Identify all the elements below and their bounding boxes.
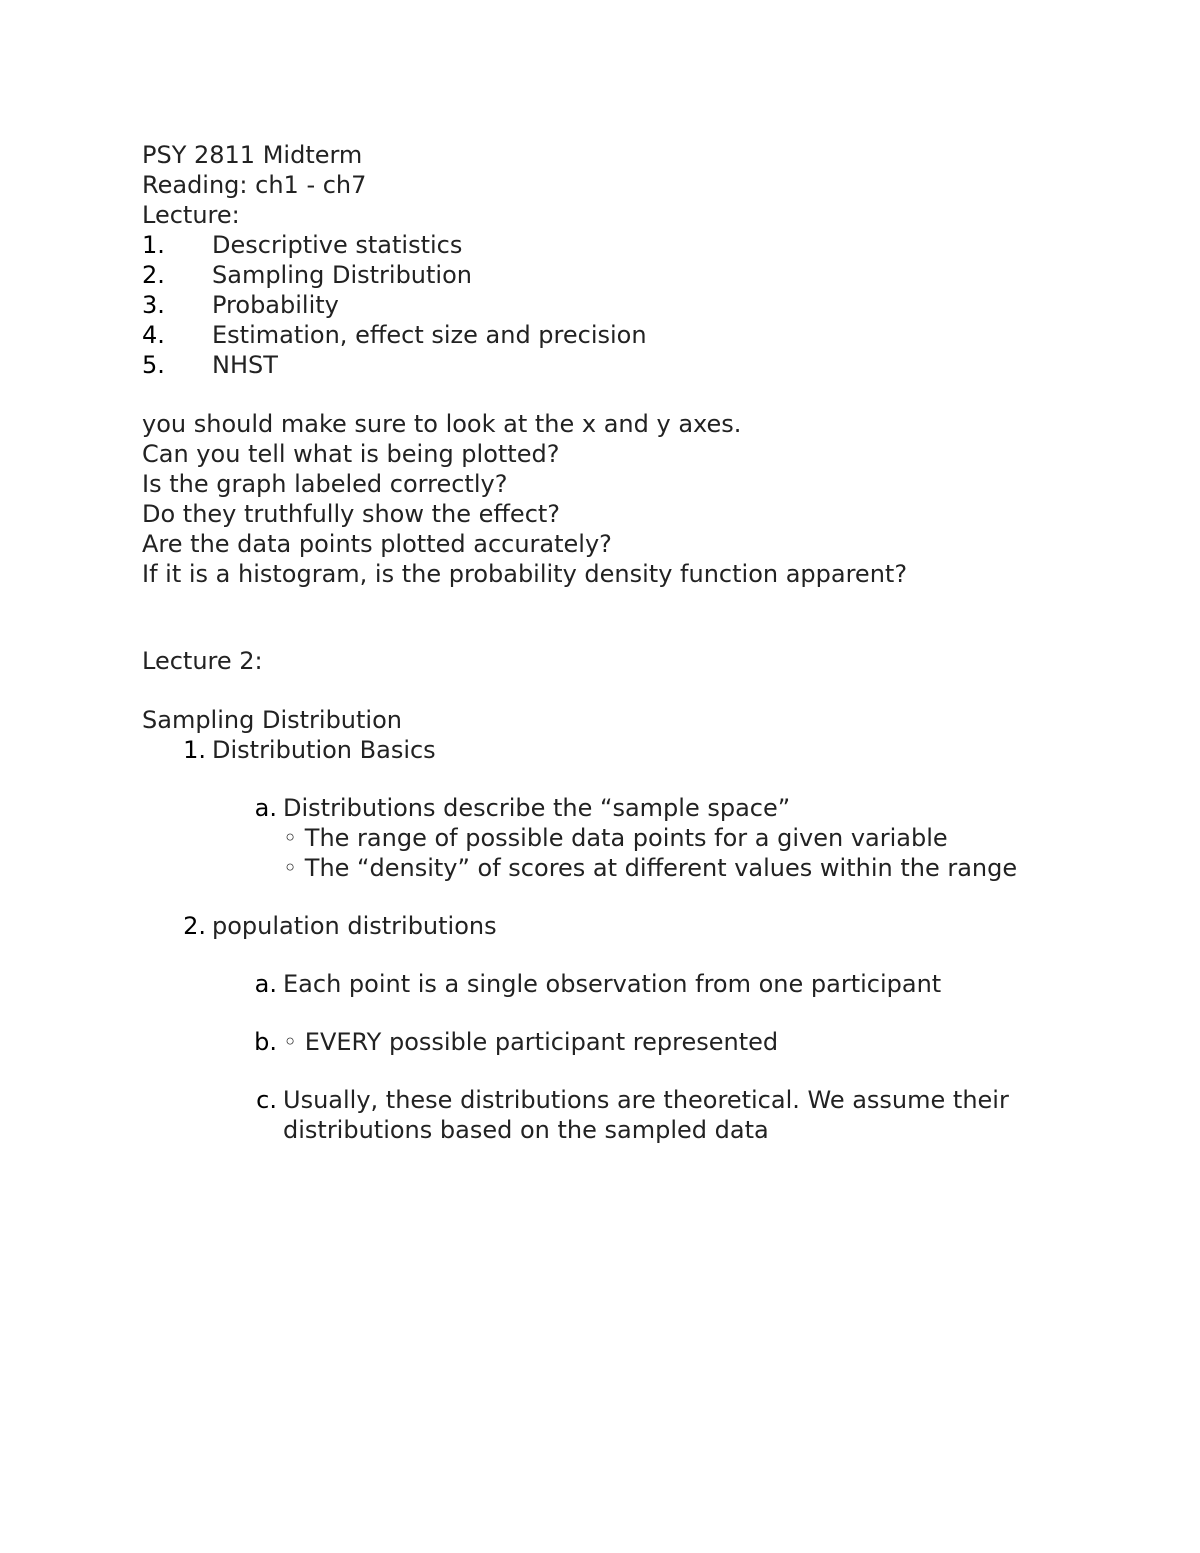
paragraph-line: Are the data points plotted accurately?: [142, 530, 612, 558]
spacer: [142, 380, 1142, 409]
document-title: PSY 2811 Midterm: [142, 141, 363, 169]
sub-list-item-label: Each point is a single observation from one participant: [283, 970, 942, 998]
graph-checklist: [142, 409, 1142, 589]
list-item-label: Descriptive statistics: [212, 231, 463, 259]
paragraph-line: you should make sure to look at the x and y axes.: [142, 410, 742, 438]
paragraph-line: If it is a histogram, is the probability density function apparent?: [142, 560, 908, 588]
sub-list-letter: b.: [254, 1028, 277, 1056]
list-number: 5.: [142, 351, 165, 379]
list-number: 4.: [142, 321, 165, 349]
list-number: 1.: [142, 231, 165, 259]
section-heading: Sampling Distribution: [142, 706, 402, 734]
bullet-item: ◦ The range of possible data points for a given variable: [283, 824, 948, 852]
sub-list-item: [142, 969, 1142, 999]
list-item: [142, 911, 1142, 941]
spacer: [142, 1057, 1142, 1085]
list-item-label: NHST: [212, 351, 278, 379]
list-item: [142, 260, 1142, 290]
lecture-label: Lecture:: [142, 201, 240, 229]
spacer: [142, 941, 1142, 969]
sub-list-letter: a.: [254, 970, 277, 998]
list-item: [142, 320, 1142, 350]
list-item-label: Probability: [212, 291, 339, 319]
sub-list-item: [142, 1085, 1142, 1145]
sub-list-letter: c.: [256, 1086, 277, 1114]
spacer: [142, 676, 1142, 705]
paragraph-line: Can you tell what is being plotted?: [142, 440, 560, 468]
list-item-label: Sampling Distribution: [212, 261, 472, 289]
sub-list-item-label: ◦ EVERY possible participant represented: [283, 1028, 779, 1056]
sub-list-item-label: Distributions describe the “sample space”: [283, 794, 791, 822]
list-item: [142, 290, 1142, 320]
list-number: 3.: [142, 291, 165, 319]
list-item: [142, 230, 1142, 260]
list-item: [142, 735, 1142, 765]
spacer: [142, 765, 1142, 793]
sub-list-item: [142, 1027, 1142, 1057]
list-item-label: Estimation, effect size and precision: [212, 321, 647, 349]
list-item-label: population distributions: [212, 912, 497, 940]
sub-list-letter: a.: [254, 794, 277, 822]
spacer: [142, 589, 1142, 646]
list-number: 2.: [183, 912, 206, 940]
sub-list-item-label: Usually, these distributions are theoretical. We assume their distributions based on the sampled data: [283, 1086, 1009, 1144]
sub-list-item: [142, 793, 1142, 823]
list-number: 1.: [183, 736, 206, 764]
list-item-label: Distribution Basics: [212, 736, 436, 764]
reading-line: Reading: ch1 - ch7: [142, 171, 367, 199]
spacer: [142, 999, 1142, 1027]
list-number: 2.: [142, 261, 165, 289]
document-page: [142, 140, 1142, 1145]
paragraph-line: Do they truthfully show the effect?: [142, 500, 561, 528]
spacer: [142, 883, 1142, 911]
lecture2-heading: Lecture 2:: [142, 647, 263, 675]
bullet-item: ◦ The “density” of scores at different values within the range: [283, 854, 1018, 882]
list-item: [142, 350, 1142, 380]
paragraph-line: Is the graph labeled correctly?: [142, 470, 508, 498]
topic-list: [142, 230, 1142, 380]
